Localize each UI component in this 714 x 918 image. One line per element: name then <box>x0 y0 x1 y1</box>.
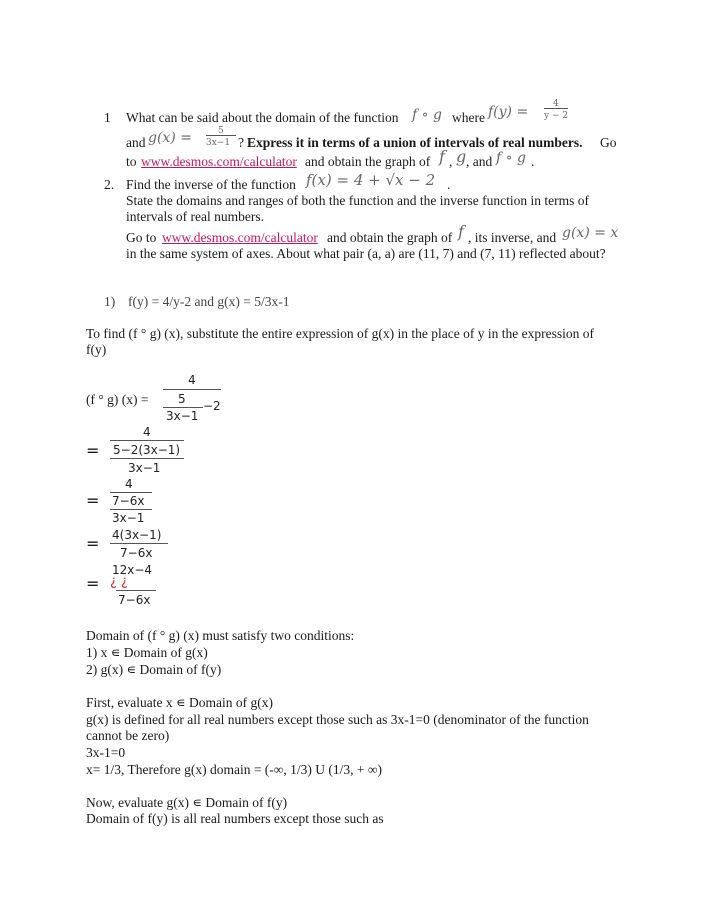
q1-to: to <box>126 154 137 169</box>
step1-inner-bar <box>110 458 184 459</box>
answer-item1-number: 1) <box>104 294 116 309</box>
fy-formula: f(y) = <box>488 104 529 120</box>
step3-top: 4(3x−1) <box>112 528 162 542</box>
step2-top: 7−6x <box>112 494 145 508</box>
x-result: x= 1/3, Therefore g(x) domain = (-∞, 1/3) U (1/3, + ∞) <box>86 762 383 777</box>
q2-f-symbol: f <box>458 222 464 241</box>
q1-f-symbol: f <box>439 147 445 166</box>
q2-desmos-link[interactable]: www.desmos.com/calculator <box>162 230 318 245</box>
q1-g-symbol: g <box>456 147 467 166</box>
fog-label: (f ° g) (x) = <box>86 392 149 407</box>
q2-inverse: , its inverse, and <box>468 230 557 245</box>
q2-line1: Find the inverse of the function <box>126 177 296 192</box>
step1-top: 5−2(3x−1) <box>113 443 181 457</box>
answer-item1-text: f(y) = 4/y-2 and g(x) = 5/3x-1 <box>128 294 290 309</box>
q1-fog2: f ∘ g <box>496 150 526 166</box>
q1-obtain: and obtain the graph of <box>305 154 431 169</box>
step0-numerator: 4 <box>188 373 196 387</box>
q2-number: 2. <box>104 177 115 192</box>
g-defined-line1: g(x) is defined for all real numbers except those such as 3x-1=0 (denominator of the function <box>86 712 589 727</box>
q1-bold-instruction: Express it in terms of a union of intervals of real numbers. <box>247 135 583 150</box>
equation-3x: 3x-1=0 <box>86 745 126 760</box>
f-domain-line: Domain of f(y) is all real numbers except those such as <box>86 811 384 826</box>
q2-obtain: and obtain the graph of <box>327 230 453 245</box>
step1-numerator: 4 <box>143 425 151 439</box>
condition-1: 1) x ∊ Domain of g(x) <box>86 645 208 660</box>
gx-denominator: 3x−1 <box>206 138 231 148</box>
eq-sign-2: = <box>86 491 100 510</box>
fy-numerator: 4 <box>553 99 559 109</box>
gx-formula: g(x) = <box>148 130 192 146</box>
step4-bot: 7−6x <box>118 593 151 607</box>
step3-bot: 7−6x <box>120 546 153 560</box>
q1-comma: , <box>449 154 453 169</box>
eq-sign-4: = <box>86 574 100 593</box>
q2-line3: intervals of real numbers. <box>126 209 264 224</box>
q1-and: and <box>126 135 146 150</box>
domain-intro: Domain of (f ° g) (x) must satisfy two conditions: <box>86 628 355 643</box>
q2-gx-formula: g(x) = x <box>562 225 619 241</box>
step2-bot: 3x−1 <box>112 511 145 525</box>
q1-number: 1 <box>104 110 111 125</box>
fog-formula: f ∘ g <box>412 107 442 123</box>
step0-inner-num: 5 <box>178 392 186 406</box>
step2-numerator: 4 <box>125 477 133 491</box>
q2-fx-formula: f(x) = 4 + √x − 2 <box>306 171 436 189</box>
step4-bar <box>116 590 156 591</box>
step0-main-bar <box>163 389 221 390</box>
fy-denominator: y − 2 <box>544 111 569 121</box>
q2-line2: State the domains and ranges of both the function and the inverse function in terms of <box>126 193 590 208</box>
step1-main-bar <box>110 440 184 441</box>
step1-bot: 3x−1 <box>128 461 161 475</box>
para1-line2: f(y) <box>86 342 107 357</box>
q1-go: Go <box>600 135 617 150</box>
eq-sign-1: = <box>86 441 100 460</box>
q1-period: . <box>531 154 535 169</box>
q1-line1: What can be said about the domain of the function <box>126 110 399 125</box>
step0-minus2: −2 <box>203 399 221 413</box>
g-defined-line2: cannot be zero) <box>86 728 170 743</box>
gx-numerator: 5 <box>218 126 224 136</box>
q1-where: where <box>452 110 485 125</box>
q1-qmark: ? <box>238 135 244 150</box>
para1-line1: To find (f ° g) (x), substitute the entire expression of g(x) in the place of y in the expression of <box>86 326 594 341</box>
step3-bar <box>110 543 168 544</box>
q2-line5: in the same system of axes. About what pair (a, a) are (11, 7) and (7, 11) reflected about? <box>126 246 606 261</box>
first-evaluate: First, evaluate x ∊ Domain of g(x) <box>86 695 274 710</box>
q1-and2: , and <box>466 154 493 169</box>
eq-sign-3: = <box>86 534 100 553</box>
step4-placeholder-marks: ¿ ¿ <box>110 574 128 589</box>
now-evaluate: Now, evaluate g(x) ∊ Domain of f(y) <box>86 795 288 810</box>
condition-2: 2) g(x) ∊ Domain of f(y) <box>86 662 222 677</box>
q2-goto: Go to <box>126 230 157 245</box>
step4-top: 12x−4 <box>112 563 153 577</box>
step0-inner-den: 3x−1 <box>166 409 199 423</box>
q2-period: . <box>447 177 451 192</box>
q1-desmos-link[interactable]: www.desmos.com/calculator <box>141 154 297 169</box>
